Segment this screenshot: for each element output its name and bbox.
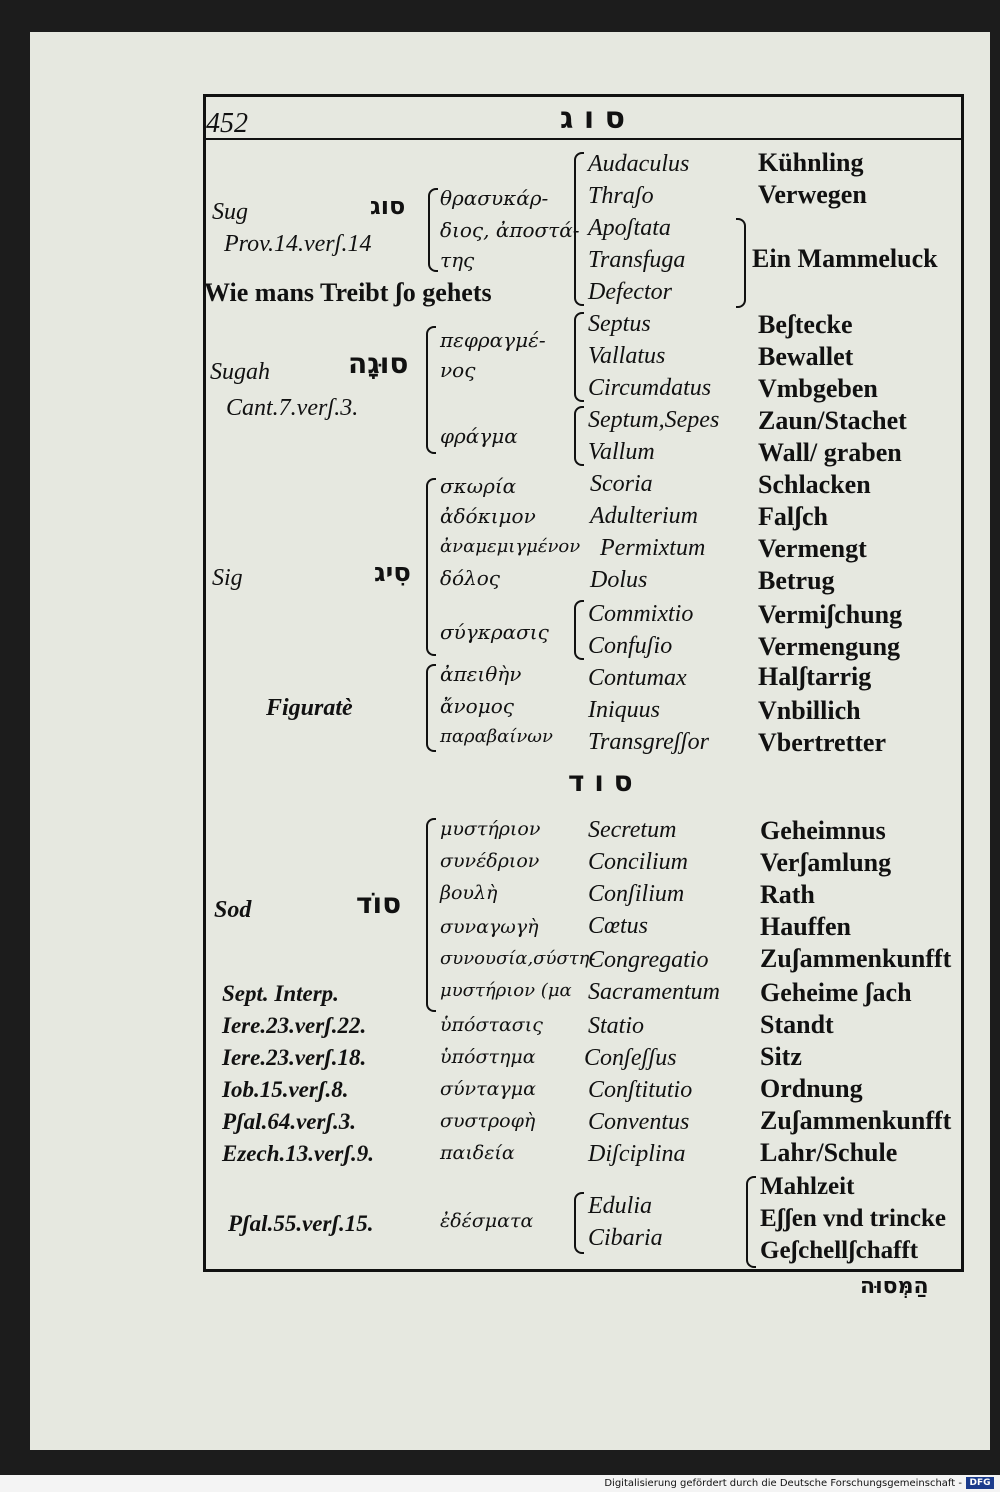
sod-german-9: Ordnung bbox=[760, 1074, 863, 1103]
sig-latin: Sig bbox=[212, 565, 243, 591]
sugah-latin: Sugah bbox=[210, 359, 270, 385]
sod-german-1: Geheimnus bbox=[760, 816, 886, 845]
sod-greek-10: συστροφὴ bbox=[440, 1110, 536, 1132]
sod-latin-11: Diʃciplina bbox=[588, 1141, 686, 1167]
sug-german-3: Ein Mammeluck bbox=[752, 244, 938, 273]
sod-latin-8: Conʃeʃʃus bbox=[584, 1045, 677, 1071]
sug-greek-3: της bbox=[440, 248, 475, 272]
sugah-latin-3: Circumdatus bbox=[588, 375, 712, 401]
sig-latin-6: Confuʃio bbox=[588, 633, 673, 659]
sug-latin-3: Apoʃtata bbox=[588, 215, 671, 241]
brace bbox=[574, 312, 584, 402]
sod-greek-5: συνουσία,σύστη- bbox=[440, 948, 596, 969]
sod-latin-7: Statio bbox=[588, 1013, 645, 1039]
sug-latin: Sug bbox=[212, 199, 248, 225]
sod-ref-7: Pʃal.55.verʃ.15. bbox=[228, 1211, 374, 1236]
sod-ref-4: Iob.15.verʃ.8. bbox=[222, 1077, 349, 1102]
sig-greek-5: σύγκρασις bbox=[440, 620, 549, 644]
sug-reference: Prov.14.verʃ.14 bbox=[224, 231, 372, 257]
sod-latin-3: Conʃilium bbox=[588, 881, 685, 907]
sod-latin-9: Conʃtitutio bbox=[588, 1077, 693, 1103]
sig-german-5: Vermiʃchung bbox=[758, 600, 903, 629]
sig-latin-5: Commixtio bbox=[588, 601, 694, 627]
sod-heading: ס ו ד bbox=[568, 765, 633, 798]
sod-latin-2: Concilium bbox=[588, 849, 688, 875]
sig-greek-8: παραβαίνων bbox=[440, 726, 553, 747]
sug-greek-2: διος, ἀποστά- bbox=[440, 218, 580, 242]
sugah-latin-4: Septum,Sepes bbox=[588, 407, 720, 433]
sod-german-8: Sitz bbox=[760, 1042, 802, 1071]
sug-latin-4: Transfuga bbox=[588, 247, 686, 273]
sod-latin-6: Sacramentum bbox=[588, 979, 720, 1005]
sod-german-5: Zuʃammenkunfft bbox=[760, 944, 952, 973]
sod-ref-5: Pʃal.64.verʃ.3. bbox=[222, 1109, 357, 1134]
sig-greek-1: σκωρία bbox=[440, 474, 517, 498]
sod-greek-12: ἐδέσματα bbox=[440, 1210, 534, 1232]
sig-latin-8: Iniquus bbox=[588, 697, 660, 723]
sig-hebrew: סִיג bbox=[374, 558, 411, 588]
sod-greek-11: παιδεία bbox=[440, 1142, 515, 1164]
brace bbox=[574, 152, 584, 306]
sig-greek-3: ἀναμεμιγμένον bbox=[440, 536, 581, 557]
sod-greek-1: μυστήριον bbox=[440, 818, 541, 840]
brace bbox=[736, 218, 746, 308]
sig-latin-1: Scoria bbox=[590, 471, 653, 497]
sugah-german-2: Bewallet bbox=[758, 342, 854, 371]
sod-latin-5: Congregatio bbox=[588, 947, 709, 973]
sugah-greek-3: φράγμα bbox=[440, 424, 518, 448]
sod-german-11: Lahr/Schule bbox=[760, 1138, 898, 1167]
sod-german-4: Hauffen bbox=[760, 912, 851, 941]
sod-greek-2: συνέδριον bbox=[440, 850, 540, 872]
sig-greek-4: δόλος bbox=[440, 566, 500, 590]
sugah-latin-1: Septus bbox=[588, 311, 651, 337]
sig-latin-4: Dolus bbox=[590, 567, 648, 593]
sug-german-2: Verwegen bbox=[758, 180, 867, 209]
sod-latin-13: Cibaria bbox=[588, 1225, 663, 1251]
sod-german-12: Mahlzeit bbox=[760, 1173, 855, 1200]
sig-german-3: Vermengt bbox=[758, 534, 867, 563]
figurate-label: Figuratè bbox=[266, 695, 353, 721]
sig-latin-3: Permixtum bbox=[600, 535, 706, 561]
sod-german-13: Eʃʃen vnd trincke bbox=[760, 1205, 946, 1232]
sug-hebrew: סוג bbox=[370, 192, 406, 220]
sugah-german-3: Vmbgeben bbox=[758, 374, 878, 403]
sug-latin-1: Audaculus bbox=[588, 151, 690, 177]
sod-greek-4: συναγωγὴ bbox=[440, 916, 539, 938]
sig-german-4: Betrug bbox=[758, 566, 835, 595]
sig-german-2: Falʃch bbox=[758, 502, 828, 531]
sugah-reference: Cant.7.verʃ.3. bbox=[226, 395, 359, 421]
sig-latin-2: Adulterium bbox=[590, 503, 698, 529]
sig-greek-6: ἀπειθὴν bbox=[440, 662, 522, 686]
sugah-german-5: Wall/ graben bbox=[758, 438, 902, 467]
sod-latin-12: Edulia bbox=[588, 1193, 652, 1219]
sod-ref-1: Sept. Interp. bbox=[222, 981, 339, 1006]
sig-greek-7: ἄνομος bbox=[440, 694, 514, 718]
sig-greek-2: ἀδόκιμον bbox=[440, 504, 536, 528]
sug-latin-2: Thraʃo bbox=[588, 183, 654, 209]
sugah-german-4: Zaun/Stachet bbox=[758, 406, 907, 435]
sugah-latin-2: Vallatus bbox=[588, 343, 666, 369]
sod-german-2: Verʃamlung bbox=[760, 848, 892, 877]
sug-german-1: Kühnling bbox=[758, 148, 864, 177]
brace bbox=[426, 478, 436, 656]
sod-german-10: Zuʃammenkunfft bbox=[760, 1106, 952, 1135]
sug-greek-1: θρασυκάρ- bbox=[440, 186, 549, 210]
brace bbox=[574, 1192, 584, 1254]
sugah-hebrew: סוּגָה bbox=[348, 347, 409, 380]
sig-latin-9: Transgreʃʃor bbox=[588, 729, 709, 755]
sugah-greek-1: πεφραγμέ- bbox=[440, 328, 546, 352]
footer-credit: Digitalisierung gefördert durch die Deutsche Forschungsgemeinschaft - bbox=[604, 1478, 962, 1489]
sod-german-3: Rath bbox=[760, 880, 815, 909]
page-number: 452 bbox=[206, 108, 248, 139]
brace bbox=[426, 818, 436, 1012]
sod-german-14: Geʃchellʃchafft bbox=[760, 1237, 919, 1264]
sod-greek-9: σύνταγμα bbox=[440, 1078, 536, 1100]
sod-greek-6: μυστήριον (μα bbox=[440, 980, 572, 1001]
sig-german-7: Halʃtarrig bbox=[758, 662, 872, 691]
sod-german-6: Geheime ʃach bbox=[760, 978, 912, 1007]
page-title: ס ו ג bbox=[560, 101, 625, 136]
sod-ref-3: Iere.23.verʃ.18. bbox=[222, 1045, 367, 1070]
sod-ref-2: Iere.23.verʃ.22. bbox=[222, 1013, 367, 1038]
sod-latin: Sod bbox=[214, 897, 252, 923]
sig-german-6: Vermengung bbox=[758, 632, 901, 661]
sod-latin-1: Secretum bbox=[588, 817, 677, 843]
brace bbox=[426, 664, 436, 752]
sugah-latin-5: Vallum bbox=[588, 439, 655, 465]
brace bbox=[574, 406, 584, 466]
sod-latin-10: Conventus bbox=[588, 1109, 690, 1135]
sod-german-7: Standt bbox=[760, 1010, 834, 1039]
sugah-german-1: Beʃtecke bbox=[758, 310, 853, 339]
sugah-greek-2: νος bbox=[440, 358, 476, 382]
brace bbox=[746, 1176, 756, 1268]
brace bbox=[428, 188, 438, 272]
sig-german-1: Schlacken bbox=[758, 470, 871, 499]
sod-greek-3: βουλὴ bbox=[440, 882, 498, 904]
sig-german-8: Vnbillich bbox=[758, 696, 861, 725]
brace bbox=[426, 326, 436, 454]
sod-ref-6: Ezech.13.verʃ.9. bbox=[222, 1141, 374, 1166]
header-rule bbox=[203, 138, 964, 140]
brace bbox=[574, 600, 584, 660]
sug-proverb: Wie mans Treibt ʃo gehets bbox=[204, 278, 492, 307]
sig-latin-7: Contumax bbox=[588, 665, 687, 691]
catchword: הַמְּסוּה bbox=[860, 1274, 929, 1299]
sod-hebrew: סוֹד bbox=[356, 887, 402, 920]
sug-latin-5: Defector bbox=[588, 279, 672, 305]
sig-german-9: Vbertretter bbox=[758, 728, 886, 757]
sod-greek-7: ὑπόστασις bbox=[440, 1014, 543, 1036]
sod-latin-4: Cœtus bbox=[588, 913, 649, 939]
sod-greek-8: ὑπόστημα bbox=[440, 1046, 536, 1068]
dfg-logo: DFG bbox=[966, 1477, 994, 1489]
